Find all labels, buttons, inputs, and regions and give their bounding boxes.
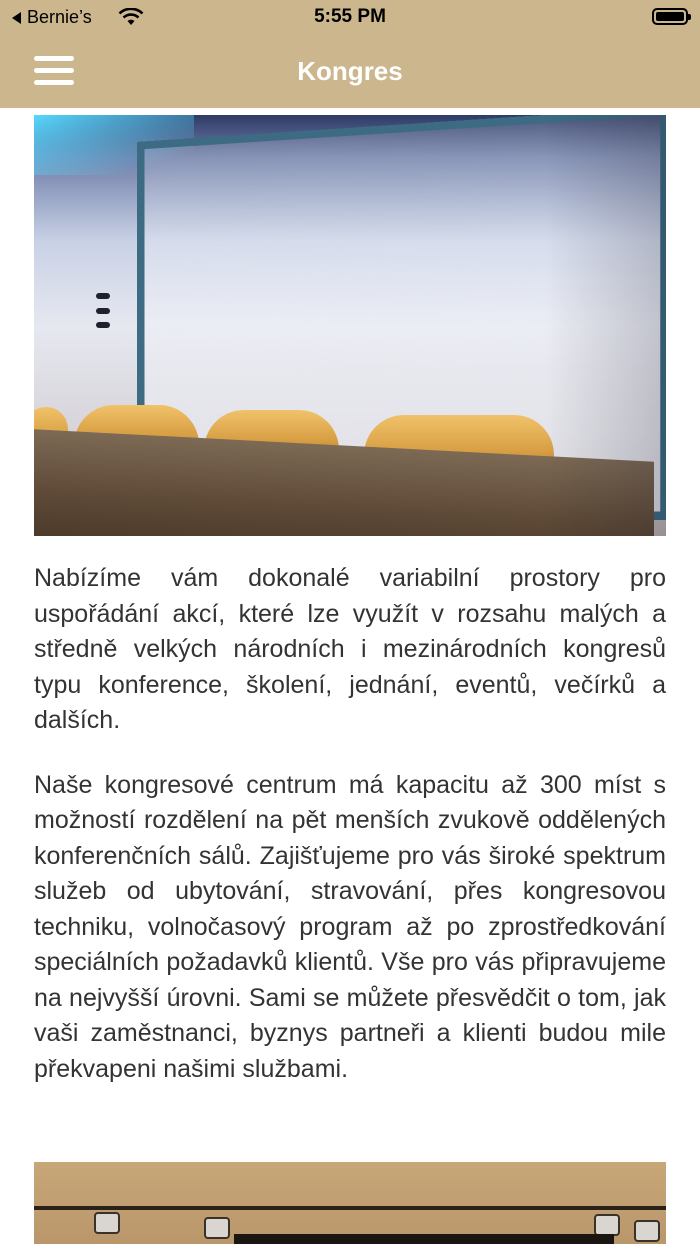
paragraph-2: Naše kongresové centrum má kapacitu až 300 míst s možností rozdělení na pět menších zvukově oddělených konferenčních sálů. Zajišťujeme pro vás široké spektrum služeb od ubytování, stravování, přes kongresovou techniku, volnočasový program až po zprostředkování speciálních požadavků klientů. Vše pro vás připravujeme na nejvyšší úrovni. Sami se můžete přesvědčit o tom, jak vaši zaměstnanci, byznys partneři a klienti budou mile překvapeni našimi službami. bbox=[34, 770, 666, 1083]
status-time: 5:55 PM bbox=[314, 6, 386, 27]
intro-text bbox=[34, 561, 666, 1116]
battery-icon bbox=[652, 8, 688, 25]
back-app-label: Bernie’s bbox=[27, 7, 92, 27]
page-title: Kongres bbox=[297, 56, 403, 86]
stage-lighting-image bbox=[34, 1162, 666, 1244]
paragraph-1: Nabízíme vám dokonalé variabilní prostory pro uspořádání akcí, které lze využít v rozsahu malých a středně velkých národních i mezinárodních kongresů typu konference, školení, jednání, eventů, večírků a dalších. bbox=[34, 564, 666, 734]
conference-room-image bbox=[34, 115, 666, 536]
navigation-bar bbox=[0, 0, 700, 108]
status-bar bbox=[0, 0, 700, 36]
